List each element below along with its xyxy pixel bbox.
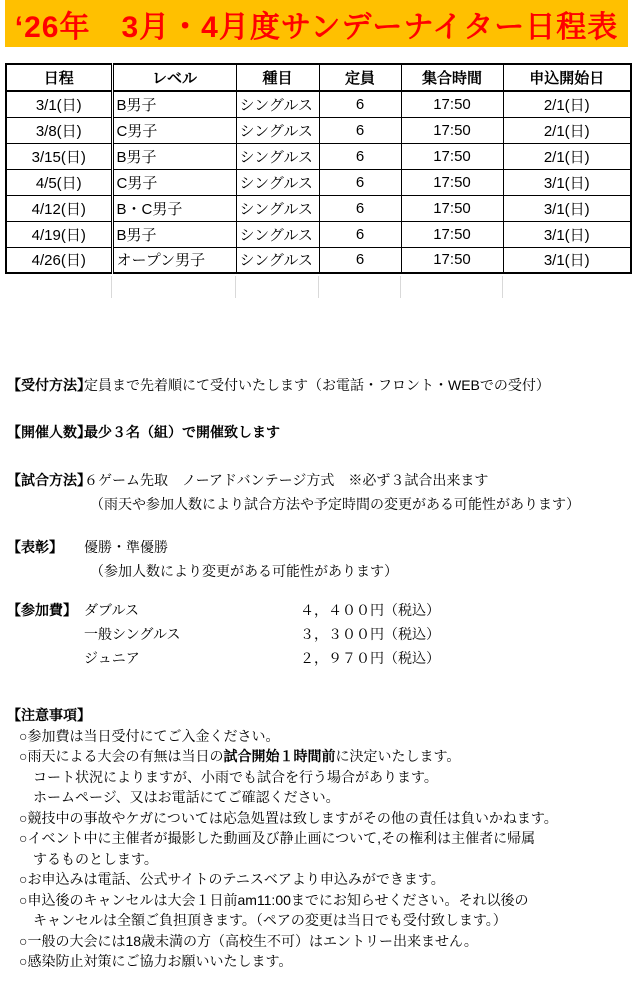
section-content <box>84 468 635 516</box>
table-cell: 17:50 <box>401 91 503 117</box>
schedule-table-head <box>6 64 631 91</box>
table-cell: 17:50 <box>401 143 503 169</box>
header-cell: 集合時間 <box>401 64 503 91</box>
schedule-table <box>5 63 632 274</box>
note-line <box>0 910 635 931</box>
section-content <box>84 598 635 670</box>
table-cell: 6 <box>319 247 401 273</box>
section-min-participants <box>0 420 635 444</box>
table-cell: 6 <box>319 143 401 169</box>
gridline <box>318 276 319 298</box>
table-cell: 4/5(日) <box>6 169 112 195</box>
table-cell: シングルス <box>236 195 319 221</box>
section-label: 【受付方法】 <box>7 377 91 393</box>
page-title: ‘26年 3月・4月度サンデーナイター日程表 <box>14 10 619 44</box>
section-line: 最少３名（組）で開催致します <box>84 424 280 440</box>
table-cell: シングルス <box>236 143 319 169</box>
note-segment: キャンセルは全額ご負担頂きます。（ペアの変更は当日でも受付致します。） <box>33 912 507 928</box>
note-segment: ホームページ、又はお電話にてご確認ください。 <box>33 789 340 805</box>
schedule-table-body <box>6 91 631 273</box>
gridline <box>235 276 236 298</box>
table-cell: 6 <box>319 221 401 247</box>
section-label: 【試合方法】 <box>7 472 91 488</box>
header-cell: 種目 <box>236 64 319 91</box>
header-cell: 日程 <box>6 64 112 91</box>
note-segment: 試合開始１時間前 <box>223 748 336 764</box>
empty-gridlines <box>0 276 635 298</box>
section-content <box>84 535 635 583</box>
section-line: （参加人数により変更がある可能性があります） <box>90 563 398 579</box>
note-line <box>0 828 635 849</box>
fee-item: ジュニア <box>84 650 140 666</box>
table-cell: 6 <box>319 117 401 143</box>
table-cell: B男子 <box>112 91 236 117</box>
table-cell: 3/1(日) <box>6 91 112 117</box>
section-label: 【開催人数】 <box>7 424 91 440</box>
table-cell: 4/19(日) <box>6 221 112 247</box>
gridline <box>502 276 503 298</box>
note-line <box>0 931 635 952</box>
table-cell: 3/15(日) <box>6 143 112 169</box>
table-cell: オープン男子 <box>112 247 236 273</box>
header-row <box>6 64 631 91</box>
section-content <box>84 373 635 397</box>
table-cell: シングルス <box>236 247 319 273</box>
note-line <box>0 726 635 747</box>
note-segment: ○参加費は当日受付にてご入金ください。 <box>19 727 280 744</box>
fee-row <box>84 646 635 670</box>
table-row <box>6 247 631 273</box>
table-cell: 17:50 <box>401 247 503 273</box>
table-cell: C男子 <box>112 117 236 143</box>
section-notes <box>0 705 635 972</box>
section-content <box>84 420 635 444</box>
section-line: 優勝・準優勝 <box>84 539 168 555</box>
fee-row <box>84 598 635 622</box>
table-cell: 3/1(日) <box>503 221 631 247</box>
table-cell: 17:50 <box>401 195 503 221</box>
section-label: 【表彰】 <box>7 539 63 555</box>
table-cell: シングルス <box>236 91 319 117</box>
section-line: ６ゲーム先取 ノーアドバンテージ方式 ※必ず３試合出来ます <box>84 472 489 488</box>
fee-item: 一般シングルス <box>84 626 181 642</box>
table-row <box>6 143 631 169</box>
note-segment: コート状況によりますが、小雨でも試合を行う場合があります。 <box>33 768 438 785</box>
header-cell: レベル <box>112 64 236 91</box>
note-segment: ○一般の大会には18歳未満の方（高校生不可）はエントリー出来ません。 <box>19 932 478 949</box>
note-segment: ○雨天による大会の有無は当日の <box>19 748 224 764</box>
table-row <box>6 195 631 221</box>
table-cell: 6 <box>319 169 401 195</box>
notes-lines <box>0 726 635 972</box>
section-label: 【参加費】 <box>7 602 77 618</box>
table-cell: 4/26(日) <box>6 247 112 273</box>
note-segment: ○お申込みは電話、公式サイトのテニスベアより申込みができます。 <box>19 871 445 887</box>
note-segment: ○イベント中に主催者が撮影した動画及び静止画について,その権利は主催者に帰属 <box>19 830 536 846</box>
table-cell: シングルス <box>236 169 319 195</box>
table-row <box>6 117 631 143</box>
note-segment: ○申込後のキャンセルは大会１日前am11:00までにお知らせください。それ以後の <box>19 891 529 908</box>
section-awards <box>0 535 635 583</box>
table-cell: シングルス <box>236 221 319 247</box>
fee-price: ２，９７０円（税込） <box>300 650 440 666</box>
table-cell: 3/1(日) <box>503 169 631 195</box>
note-segment: ○競技中の事故やケガについては応急処置は致しますがその他の責任は負いかねます。 <box>19 809 558 826</box>
table-cell: 17:50 <box>401 117 503 143</box>
note-line <box>0 890 635 911</box>
section-reception-method <box>0 373 635 397</box>
table-cell: 4/12(日) <box>6 195 112 221</box>
table-cell: シングルス <box>236 117 319 143</box>
fee-price: ４，４００円（税込） <box>300 602 440 618</box>
table-row <box>6 221 631 247</box>
note-line <box>0 849 635 870</box>
table-cell: 6 <box>319 91 401 117</box>
table-cell: B・C男子 <box>112 195 236 221</box>
note-line <box>0 869 635 890</box>
note-segment: に決定いたします。 <box>335 748 461 764</box>
title-banner <box>5 0 628 47</box>
table-row <box>6 91 631 117</box>
note-line <box>0 767 635 788</box>
table-cell: B男子 <box>112 143 236 169</box>
note-segment: するものとします。 <box>33 850 158 867</box>
note-segment: ○感染防止対策にご協力お願いいたします。 <box>19 953 293 969</box>
note-line <box>0 951 635 972</box>
table-row <box>6 169 631 195</box>
notes-label: 【注意事項】 <box>7 707 91 723</box>
section-line: 定員まで先着順にて受付いたします（お電話・フロント・WEBでの受付） <box>84 377 550 393</box>
header-cell: 申込開始日 <box>503 64 631 91</box>
section-line: （雨天や参加人数により試合方法や予定時間の変更がある可能性があります） <box>90 496 580 512</box>
section-entry-fee <box>0 598 635 670</box>
fee-price: ３，３００円（税込） <box>300 626 440 642</box>
table-cell: 2/1(日) <box>503 143 631 169</box>
fee-item: ダブルス <box>84 602 140 618</box>
table-cell: C男子 <box>112 169 236 195</box>
table-cell: 3/8(日) <box>6 117 112 143</box>
gridline <box>111 276 112 298</box>
note-line <box>0 746 635 767</box>
table-cell: 6 <box>319 195 401 221</box>
fee-row <box>84 622 635 646</box>
section-match-format <box>0 468 635 516</box>
table-cell: 2/1(日) <box>503 91 631 117</box>
table-cell: 3/1(日) <box>503 195 631 221</box>
table-cell: 17:50 <box>401 221 503 247</box>
gridline <box>400 276 401 298</box>
table-cell: 2/1(日) <box>503 117 631 143</box>
note-line <box>0 808 635 829</box>
note-line <box>0 787 635 808</box>
table-cell: 17:50 <box>401 169 503 195</box>
header-cell: 定員 <box>319 64 401 91</box>
table-cell: 3/1(日) <box>503 247 631 273</box>
table-cell: B男子 <box>112 221 236 247</box>
